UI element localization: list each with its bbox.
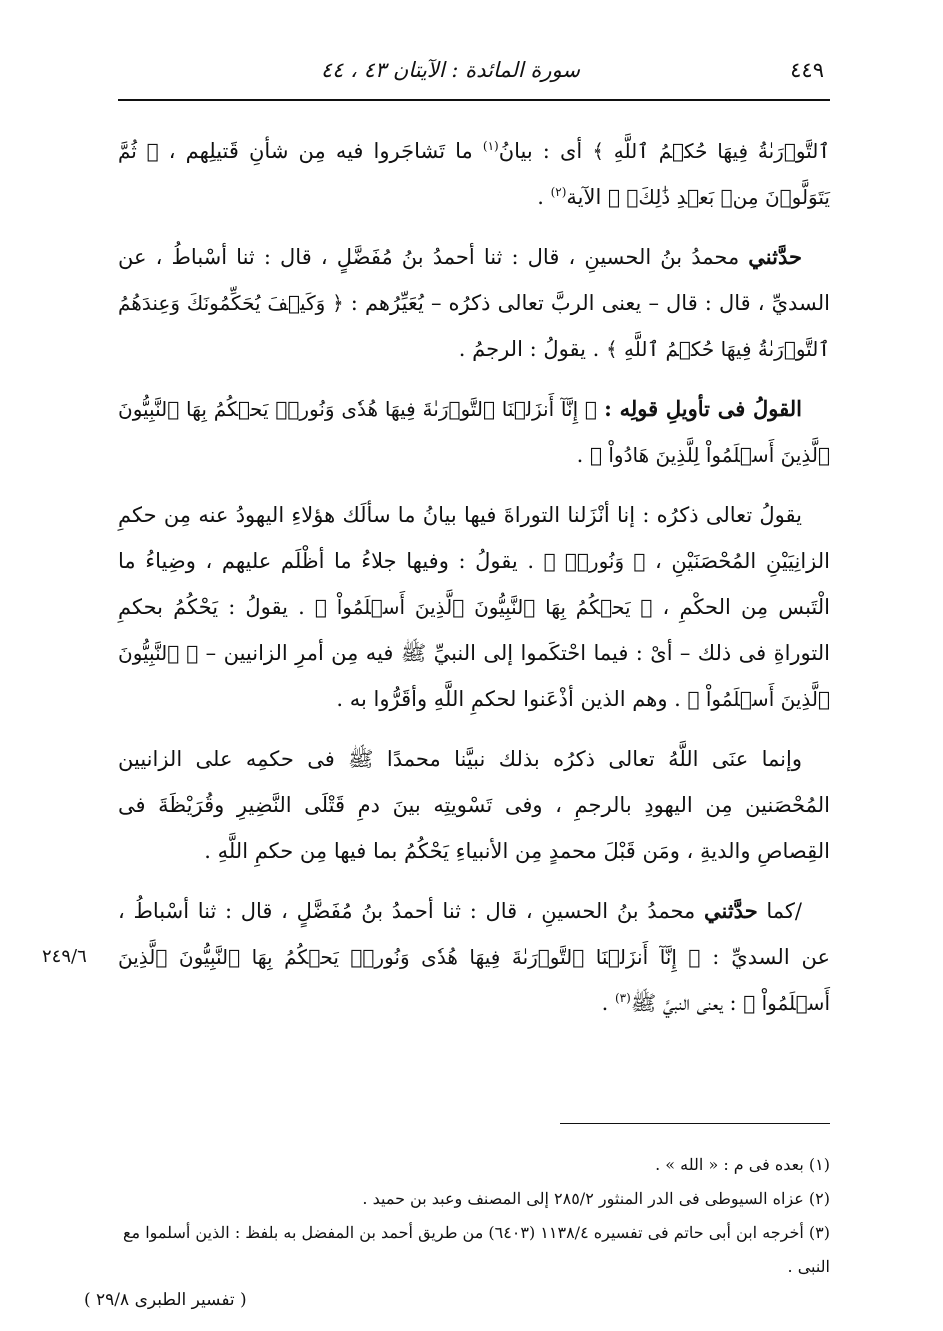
text-run: . يقولُ : الرجمُ .	[458, 337, 606, 361]
footnote-marker: (١)	[482, 139, 499, 153]
page-header	[118, 56, 830, 92]
bold-lead: حدَّثني	[703, 898, 758, 923]
text-run: أى : بيانُ	[498, 139, 593, 163]
running-title: سورة المائدة : الآيتان ٤٣ ، ٤٤	[320, 58, 580, 82]
footnote-2: (٢) عزاه السيوطى فى الدر المنثور ٢٨٥/٢ إلى المصنف وعبد بن حميد .	[362, 1189, 830, 1208]
bold-lead: القولُ فى تأويلِ قولِه :	[604, 396, 802, 421]
quran-quote: ﴿ وَكَيۡفَ يُحَكِّمُونَكَ وَعِندَهُمُ ٱلتَّوۡرَىٰةُ فِيهَا حُكۡمُ ٱللَّهِ ﴾	[118, 291, 830, 361]
text-run: ما تَشاجَروا فيه مِن شأنِ قَتيلِهم ،	[158, 139, 483, 163]
margin-volume-page-reference: ٢٤٩/٦	[42, 946, 87, 967]
text-run	[597, 397, 604, 421]
paragraph-6	[118, 888, 830, 1026]
paragraph-5	[118, 736, 830, 874]
quran-quote: ﴿ ثُمَّ يَتَوَلَّوۡنَ مِنۢ بَعۡدِ ذَٰلِكَۚ ﴾	[118, 139, 830, 209]
quran-quote: ٱلتَّوۡرَىٰةُ فِيهَا حُكۡمُ ٱللَّهِ ﴾	[592, 139, 831, 163]
text-run: . يقولُ : يَحْكُمُ بحكمِ التوراةِ فى ذلك – أىْ : فيما احْتكَموا إلى النبيِّ ﷺ فيه مِن أمرِ الزانيين –	[118, 595, 830, 665]
paragraph-2	[118, 234, 830, 372]
footnote-separator	[560, 1123, 830, 1124]
paragraph-4	[118, 492, 830, 722]
bold-lead: حدَّثني	[748, 244, 802, 269]
text-run: الآية	[566, 185, 608, 209]
text-run: يقولُ تعالى ذكرُه : إنا أنْزَلنا التوراةَ فيها بيانُ ما سألَك هؤلاءِ اليهودُ عنه مِن حكمِ الزانِيَيْنِ المُحْصَنَيْنِ ،	[118, 503, 831, 573]
text-run: محمدُ بنُ الحسينِ ، قال : ثنا أحمدُ بنُ مُفَضَّلٍ ، قال : ثنا أسْباطُ ، عن السديِّ :	[118, 899, 831, 969]
footnote-3: (٣) أخرجه ابن أبى حاتم فى تفسيره ١١٣٨/٤ (٦٤٠٣) من طريق أحمد بن المفضل به بلفظ : الذين أسلموا مع النبى .	[123, 1223, 830, 1276]
footnote-1: (١) بعده فى م : « الله » .	[655, 1155, 830, 1174]
text-run: وإنما عنَى اللَّهُ تعالى ذكرُه بذلك نبيَّنا محمدًا ﷺ فى حكمِه على الزانيين المُحْصَنين مِن اليهودِ بالرجمِ ، وفى تَسْويتِه بينَ دمِ قَتْلَى النَّضِيرِ وقُرَيْظَةَ فى القِصاصِ والديةِ ، ومَن قَبْلَ محمدٍ مِن الأنبياءِ يَحْكُمُ بما فيها مِن حكمِ اللَّهِ .	[118, 747, 830, 863]
header-rule	[118, 99, 830, 101]
quran-quote: ﴿ يَحۡكُمُ بِهَا ٱلنَّبِيُّونَ ٱلَّذِينَ أَسۡلَمُواْ ﴾	[314, 595, 653, 619]
quran-quote: ﴿ وَنُورٞۚ ﴾	[543, 549, 646, 573]
text-run: .	[576, 443, 591, 467]
page-number: ٤٤٩	[790, 58, 824, 82]
text-run: : يعنى النبيَّ ﷺ	[630, 991, 744, 1015]
paragraph-1	[118, 128, 830, 220]
footnote-marker: (٣)	[614, 991, 631, 1005]
text-run: .	[601, 991, 615, 1015]
edition-reference: ( تفسير الطبرى ٢٩/٨ )	[84, 1290, 247, 1310]
text-run: . يقولُ : وفيها جلاءُ ما أظْلَم عليهم ، وضِياءُ ما الْتَبس مِن الحكْمِ ،	[118, 549, 830, 619]
quran-quote: ﴿ إِنَّآ أَنزَلۡنَا ٱلتَّوۡرَىٰةَ فِيهَا هُدٗى وَنُورٞۚ يَحۡكُمُ بِهَا ٱلنَّبِيُّونَ ٱلَّذِينَ أَسۡلَمُواْ لِلَّذِينَ هَادُواْ ﴾	[118, 397, 830, 467]
text-run: . وهم الذين أذْعَنوا لحكمِ اللَّهِ وأقَرُّوا به .	[336, 687, 688, 711]
footnote-marker: (٢)	[550, 185, 567, 199]
quran-quote: ﴿ إِنَّآ أَنزَلۡنَا ٱلتَّوۡرَىٰةَ فِيهَا هُدٗى وَنُورٞۚ يَحۡكُمُ بِهَا ٱلنَّبِيُّونَ ٱلَّذِينَ أَسۡلَمُواْ ﴾	[118, 945, 830, 1015]
text-run: محمدُ بنُ الحسينِ ، قال : ثنا أحمدُ بنُ مُفَضَّلٍ ، قال : ثنا أسْباطُ ، عن السديِّ ، قال : قال – يعنى الربَّ تعالى ذكرُه – يُعَيِّرُهم :	[118, 245, 831, 315]
text-run: /كما	[757, 899, 802, 923]
main-text	[118, 128, 830, 1040]
text-run: .	[537, 185, 551, 209]
paragraph-3	[118, 386, 830, 478]
quran-quote: ﴿ ٱلنَّبِيُّونَ ٱلَّذِينَ أَسۡلَمُواْ ﴾	[118, 641, 830, 711]
footnotes	[118, 1148, 830, 1284]
